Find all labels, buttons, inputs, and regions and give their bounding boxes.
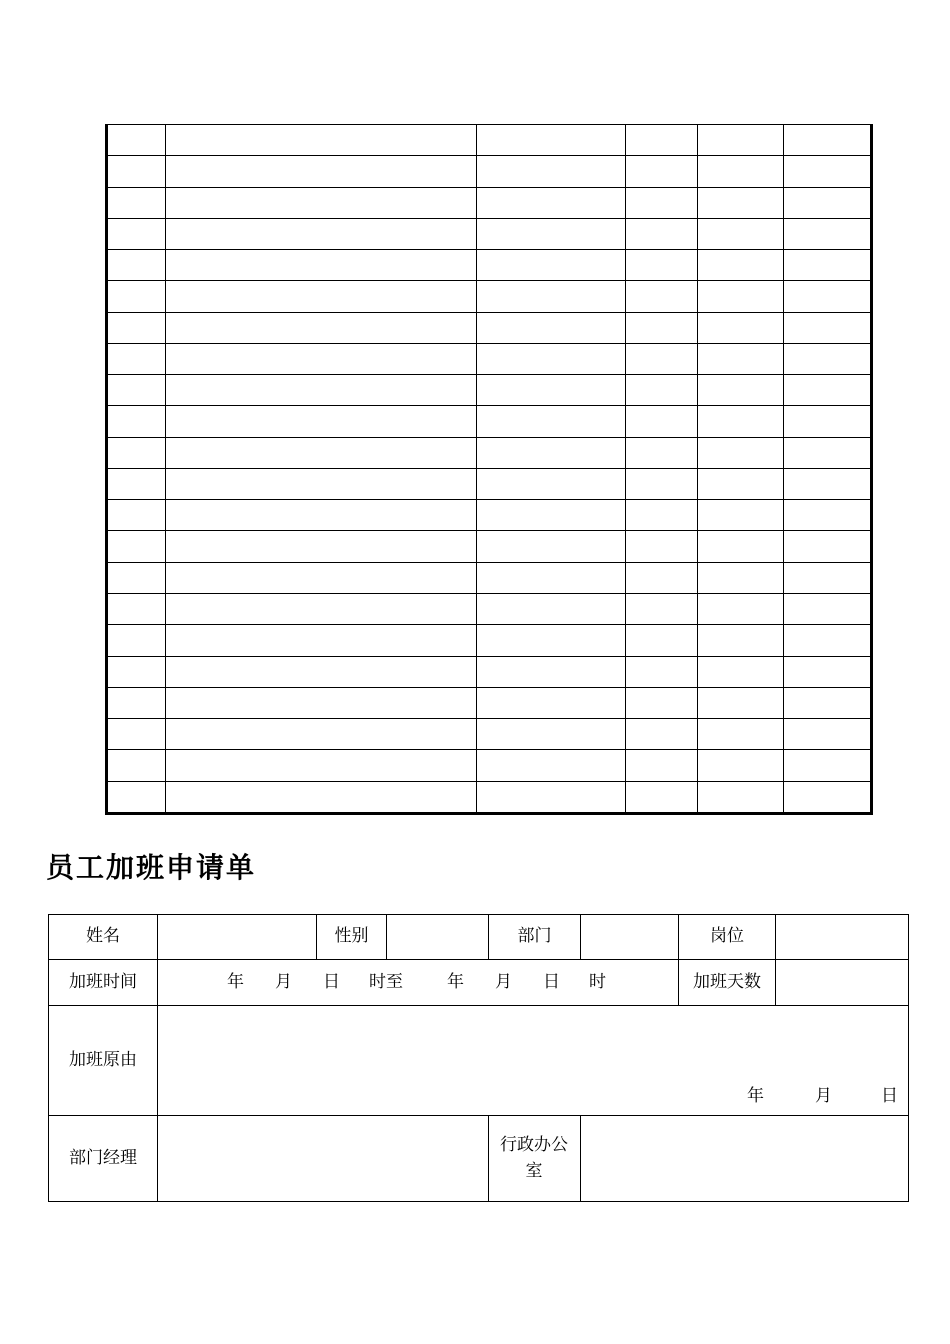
admin-office-label: 行政办公室 xyxy=(500,1135,568,1181)
grid-cell[interactable] xyxy=(108,656,165,687)
grid-cell[interactable] xyxy=(625,531,697,562)
grid-row xyxy=(108,719,870,750)
grid-table-body xyxy=(108,125,870,812)
grid-cell[interactable] xyxy=(697,375,783,406)
grid-cell[interactable] xyxy=(625,656,697,687)
grid-cell[interactable] xyxy=(108,562,165,593)
time-unit-start-day: 日 xyxy=(323,971,340,992)
grid-cell[interactable] xyxy=(108,531,165,562)
grid-row xyxy=(108,156,870,187)
time-unit-start-month: 月 xyxy=(275,971,292,992)
gender-field[interactable] xyxy=(387,915,488,959)
grid-row xyxy=(108,406,870,437)
grid-cell[interactable] xyxy=(165,468,476,499)
grid-cell[interactable] xyxy=(476,719,625,750)
grid-cell[interactable] xyxy=(108,375,165,406)
grid-cell[interactable] xyxy=(476,562,625,593)
grid-cell[interactable] xyxy=(697,687,783,718)
grid-cell[interactable] xyxy=(697,531,783,562)
grid-cell[interactable] xyxy=(697,250,783,281)
grid-cell[interactable] xyxy=(476,312,625,343)
blank-grid-table xyxy=(105,124,873,815)
grid-cell[interactable] xyxy=(625,468,697,499)
grid-cell[interactable] xyxy=(697,750,783,781)
grid-cell[interactable] xyxy=(108,719,165,750)
grid-row xyxy=(108,312,870,343)
grid-cell[interactable] xyxy=(783,781,870,812)
grid-row xyxy=(108,562,870,593)
reason-label: 加班原由 xyxy=(69,1049,137,1070)
admin-office-field[interactable] xyxy=(581,1116,908,1201)
grid-cell[interactable] xyxy=(108,437,165,468)
grid-cell[interactable] xyxy=(476,500,625,531)
grid-cell[interactable] xyxy=(625,218,697,249)
grid-cell[interactable] xyxy=(476,750,625,781)
grid-cell[interactable] xyxy=(108,125,165,156)
grid-cell[interactable] xyxy=(476,781,625,812)
grid-cell[interactable] xyxy=(108,312,165,343)
grid-cell[interactable] xyxy=(165,625,476,656)
grid-cell[interactable] xyxy=(108,187,165,218)
grid-cell[interactable] xyxy=(165,250,476,281)
grid-row xyxy=(108,281,870,312)
grid-cell[interactable] xyxy=(783,656,870,687)
form-title: 员工加班申请单 xyxy=(46,851,257,884)
grid-row xyxy=(108,218,870,249)
grid-cell[interactable] xyxy=(165,156,476,187)
grid-cell[interactable] xyxy=(783,312,870,343)
reason-date-day: 日 xyxy=(881,1086,898,1106)
grid-cell[interactable] xyxy=(697,593,783,624)
grid-cell[interactable] xyxy=(108,625,165,656)
time-unit-start-year: 年 xyxy=(227,971,244,992)
grid-cell[interactable] xyxy=(697,437,783,468)
grid-cell[interactable] xyxy=(108,687,165,718)
grid-cell[interactable] xyxy=(108,750,165,781)
grid-cell[interactable] xyxy=(783,218,870,249)
grid-cell[interactable] xyxy=(476,531,625,562)
time-unit-end-hour: 时 xyxy=(589,971,606,992)
grid-cell[interactable] xyxy=(165,125,476,156)
grid-cell[interactable] xyxy=(697,625,783,656)
grid-cell[interactable] xyxy=(165,187,476,218)
grid-cell[interactable] xyxy=(697,125,783,156)
grid-cell[interactable] xyxy=(476,343,625,374)
grid-cell[interactable] xyxy=(697,218,783,249)
grid-cell[interactable] xyxy=(697,156,783,187)
overtime-time-field[interactable] xyxy=(158,960,678,1005)
grid-cell[interactable] xyxy=(625,437,697,468)
grid-cell[interactable] xyxy=(697,468,783,499)
grid-cell[interactable] xyxy=(476,281,625,312)
grid-cell[interactable] xyxy=(108,781,165,812)
gender-label: 性别 xyxy=(334,926,369,947)
grid-cell[interactable] xyxy=(697,187,783,218)
grid-cell[interactable] xyxy=(625,750,697,781)
name-field[interactable] xyxy=(158,915,316,959)
grid-cell[interactable] xyxy=(108,156,165,187)
grid-cell[interactable] xyxy=(625,593,697,624)
grid-cell[interactable] xyxy=(108,500,165,531)
grid-row xyxy=(108,187,870,218)
grid-cell[interactable] xyxy=(783,593,870,624)
grid-cell[interactable] xyxy=(783,343,870,374)
post-label: 岗位 xyxy=(710,926,744,947)
grid-cell[interactable] xyxy=(783,375,870,406)
grid-cell[interactable] xyxy=(165,281,476,312)
grid-row xyxy=(108,375,870,406)
time-unit-end-day: 日 xyxy=(543,971,560,992)
grid-cell[interactable] xyxy=(476,250,625,281)
grid-cell[interactable] xyxy=(625,625,697,656)
grid-cell[interactable] xyxy=(165,406,476,437)
time-unit-end-year: 年 xyxy=(447,971,464,992)
grid-cell[interactable] xyxy=(476,187,625,218)
grid-cell[interactable] xyxy=(783,281,870,312)
grid-cell[interactable] xyxy=(108,593,165,624)
overtime-days-field[interactable] xyxy=(776,960,908,1005)
grid-cell[interactable] xyxy=(697,562,783,593)
grid-cell[interactable] xyxy=(476,218,625,249)
name-label: 姓名 xyxy=(86,926,120,947)
grid-cell[interactable] xyxy=(625,687,697,718)
grid-cell[interactable] xyxy=(783,500,870,531)
grid-cell[interactable] xyxy=(625,156,697,187)
grid-cell[interactable] xyxy=(783,719,870,750)
grid-cell[interactable] xyxy=(108,468,165,499)
grid-cell[interactable] xyxy=(625,375,697,406)
grid-row xyxy=(108,593,870,624)
grid-cell[interactable] xyxy=(165,218,476,249)
manager-label: 部门经理 xyxy=(69,1147,137,1168)
grid-cell[interactable] xyxy=(165,375,476,406)
grid-row xyxy=(108,437,870,468)
grid-cell[interactable] xyxy=(165,781,476,812)
grid-cell[interactable] xyxy=(783,250,870,281)
grid-cell[interactable] xyxy=(165,562,476,593)
grid-cell[interactable] xyxy=(108,218,165,249)
grid-row xyxy=(108,343,870,374)
grid-cell[interactable] xyxy=(697,500,783,531)
grid-cell[interactable] xyxy=(697,656,783,687)
department-label: 部门 xyxy=(517,926,552,947)
grid-cell[interactable] xyxy=(697,312,783,343)
grid-row xyxy=(108,531,870,562)
grid-cell[interactable] xyxy=(476,406,625,437)
grid-cell[interactable] xyxy=(108,343,165,374)
overtime-application-form xyxy=(48,914,909,1202)
grid-cell[interactable] xyxy=(625,781,697,812)
grid-cell[interactable] xyxy=(108,250,165,281)
grid-cell[interactable] xyxy=(625,187,697,218)
grid-cell[interactable] xyxy=(165,437,476,468)
grid-cell[interactable] xyxy=(108,406,165,437)
grid-cell[interactable] xyxy=(165,750,476,781)
grid-row xyxy=(108,468,870,499)
grid-cell[interactable] xyxy=(625,562,697,593)
grid-cell[interactable] xyxy=(165,719,476,750)
grid-cell[interactable] xyxy=(625,250,697,281)
grid-cell[interactable] xyxy=(165,531,476,562)
grid-cell[interactable] xyxy=(165,656,476,687)
manager-signature-field[interactable] xyxy=(158,1116,488,1201)
grid-cell[interactable] xyxy=(625,719,697,750)
grid-cell[interactable] xyxy=(625,125,697,156)
grid-cell[interactable] xyxy=(783,125,870,156)
grid-cell[interactable] xyxy=(697,719,783,750)
grid-cell[interactable] xyxy=(165,343,476,374)
grid-cell[interactable] xyxy=(783,187,870,218)
grid-cell[interactable] xyxy=(165,500,476,531)
grid-row xyxy=(108,500,870,531)
grid-cell[interactable] xyxy=(697,343,783,374)
grid-cell[interactable] xyxy=(165,687,476,718)
grid-row xyxy=(108,781,870,812)
department-field[interactable] xyxy=(581,915,678,959)
grid-cell[interactable] xyxy=(697,406,783,437)
grid-cell[interactable] xyxy=(625,281,697,312)
grid-cell[interactable] xyxy=(625,343,697,374)
grid-row xyxy=(108,125,870,156)
grid-cell[interactable] xyxy=(783,156,870,187)
reason-date-year: 年 xyxy=(747,1086,764,1106)
grid-cell[interactable] xyxy=(783,625,870,656)
grid-cell[interactable] xyxy=(783,687,870,718)
grid-cell[interactable] xyxy=(476,687,625,718)
grid-cell[interactable] xyxy=(625,406,697,437)
grid-row xyxy=(108,656,870,687)
grid-cell[interactable] xyxy=(476,656,625,687)
grid-cell[interactable] xyxy=(783,468,870,499)
grid-cell[interactable] xyxy=(625,500,697,531)
grid-cell[interactable] xyxy=(783,531,870,562)
time-unit-end-month: 月 xyxy=(495,971,512,992)
grid-row xyxy=(108,687,870,718)
reason-date-month: 月 xyxy=(815,1086,832,1106)
grid-cell[interactable] xyxy=(165,593,476,624)
grid-cell[interactable] xyxy=(697,281,783,312)
grid-cell[interactable] xyxy=(783,562,870,593)
grid-cell[interactable] xyxy=(476,437,625,468)
grid-cell[interactable] xyxy=(108,281,165,312)
grid-cell[interactable] xyxy=(783,750,870,781)
overtime-days-label: 加班天数 xyxy=(693,971,761,992)
grid-cell[interactable] xyxy=(476,375,625,406)
time-unit-start-hour: 时至 xyxy=(369,971,403,992)
grid-row xyxy=(108,750,870,781)
post-field[interactable] xyxy=(776,915,908,959)
grid-cell[interactable] xyxy=(697,781,783,812)
grid-cell[interactable] xyxy=(476,156,625,187)
overtime-time-label: 加班时间 xyxy=(69,971,137,992)
grid-cell[interactable] xyxy=(476,625,625,656)
grid-cell[interactable] xyxy=(783,406,870,437)
grid-row xyxy=(108,250,870,281)
grid-cell[interactable] xyxy=(165,312,476,343)
grid-cell[interactable] xyxy=(476,125,625,156)
grid-cell[interactable] xyxy=(476,468,625,499)
grid-row xyxy=(108,625,870,656)
grid-cell[interactable] xyxy=(625,312,697,343)
reason-field[interactable] xyxy=(158,1006,908,1115)
grid-cell[interactable] xyxy=(476,593,625,624)
grid-cell[interactable] xyxy=(783,437,870,468)
